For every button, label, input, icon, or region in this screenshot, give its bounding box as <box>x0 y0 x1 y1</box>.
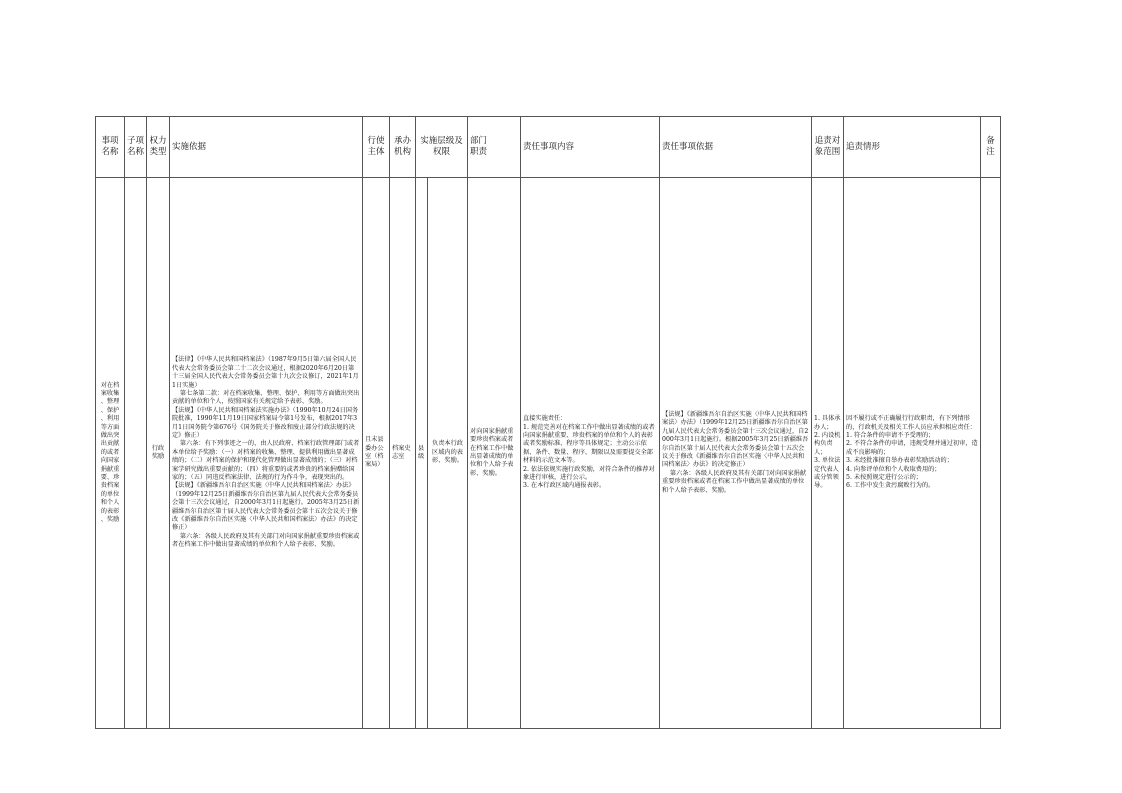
header-dept-duty: 部门 职责 <box>468 117 521 178</box>
table-header-row <box>96 117 1001 178</box>
cell-level-authority: 负责本行政区域内的表彰、奖励。 <box>428 178 468 729</box>
header-resp-basis: 责任事项依据 <box>660 117 812 178</box>
cell-remarks <box>981 178 1001 729</box>
cell-accountability-cases: 因不履行或不正确履行行政职责，有下列情形的，行政机关及相关工作人员应承担相应责任： 1. 符合条件的申请不予受理的； 2. 不符合条件的申请，违规受理并通过初审，造成不良影响的； 3. 未经批准擅自举办表彰奖励活动的； 4. 向参评单位和个人收取费用的； 5. 未按照规定进行公示的； 6. 工作中发生贪污腐败行为的。 <box>844 178 981 729</box>
header-accountability-cases: 追责情形 <box>844 117 981 178</box>
cell-undertaking-org: 档案史志室 <box>390 178 416 729</box>
cell-basis: 【法律】《中华人民共和国档案法》（1987年9月5日第六届全国人民代表大会常务委员会第二十二次会议通过，根据2020年6月20日第十三届全国人民代表大会常务委员会第十九次会议修订，2021年1月1日实施） 第七条第二款：对在档案收集、整理、保护、利用等方面做出突出贡献的单位和个人，按照国家有关规定给予表彰、奖励。 【法规】《中华人民共和国档案法实施办法》（1990年10月24日国务院批准，1990年11月19日国家档案局令第1号发布，根据2017年3月1日国务院令第676号《国务院关于修改和废止部分行政法规的决定》修正） 第六条：有下列事迹之一的，由人民政府、档案行政管理部门或者本单位给予奖励：（一）对档案的收集、整理、提供利用做出显著成绩的；（二）对档案的保护和现代化管理做出显著成绩的；（三）对档案学研究做出重要贡献的；（四）将重要的或者珍贵的档案捐赠给国家的；（五）同违反档案法律、法规的行为作斗争，表现突出的。 【法规】《新疆维吾尔自治区实施〈中华人民共和国档案法〉办法》（1999年12月25日新疆维吾尔自治区第九届人民代表大会常务委员会第十三次会议通过，自2000年3月1日起施行。2005年3月25日新疆维吾尔自治区第十届人民代表大会常务委员会第十五次会议关于修改《新疆维吾尔自治区实施〈中华人民共和国档案法〉办法》的决定修正） 第六条：各级人民政府及其有关部门对向国家捐献重要珍贵档案或者在档案工作中做出显著成绩的单位和个人给予表彰、奖励。 <box>170 178 363 729</box>
header-sub-item-name: 子项 名称 <box>125 117 147 178</box>
header-undertaking-org: 承办 机构 <box>390 117 416 178</box>
cell-dept-duty: 对向国家捐献重要珍贵档案或者在档案工作中做出显著成绩的单位和个人给予表彰、奖励。 <box>468 178 521 729</box>
cell-accountability-scope: 1. 具体承办人； 2. 内设机构负责人； 3. 单位法定代表人或分管领导。 <box>812 178 844 729</box>
header-remarks: 备注 <box>981 117 1001 178</box>
responsibility-list-sheet <box>95 116 1000 729</box>
header-resp-content: 责任事项内容 <box>521 117 660 178</box>
table-row <box>96 178 1001 729</box>
power-responsibility-table <box>95 116 1001 729</box>
cell-item-name: 对在档 案收集 、整理 、保护 、利用 等方面 做出突 出贡献 的或者 向国家 捐献重 要、珍 贵档案 的单位 和个人 的表彰 、奖励 <box>96 178 125 729</box>
cell-sub-item-name <box>125 178 147 729</box>
header-subject: 行使 主体 <box>363 117 390 178</box>
header-power-type: 权力 类型 <box>147 117 170 178</box>
cell-level: 县级 <box>416 178 428 729</box>
header-accountability-scope: 追责对 象范围 <box>812 117 844 178</box>
cell-subject: 且末县委办公室（档案局） <box>363 178 390 729</box>
cell-power-type: 行政 奖励 <box>147 178 170 729</box>
cell-resp-basis: 【法规】《新疆维吾尔自治区实施〈中华人民共和国档案法〉办法》（1999年12月25日新疆维吾尔自治区第九届人民代表大会常务委员会第十三次会议通过，自2000年3月1日起施行。根据2005年3月25日新疆维吾尔自治区第十届人民代表大会常务委员会第十五次会议关于修改《新疆维吾尔自治区实施〈中华人民共和国档案法〉办法》的决定修正） 第六条：各级人民政府及其有关部门对向国家捐献重要珍贵档案或者在档案工作中做出显著成绩的单位和个人给予表彰、奖励。 <box>660 178 812 729</box>
header-basis: 实施依据 <box>170 117 363 178</box>
header-level: 实施层级及 权限 <box>416 117 468 178</box>
cell-resp-content: 直接实施责任： 1. 规范完善对在档案工作中做出显著成绩的或者向国家捐献重要、珍贵档案的单位和个人的表彰或者奖励标准、程序等具体规定；主动公示依据、条件、数量、程序、期限以及需要提交全部材料的示范文本等。 2. 依法依规实施行政奖励，对符合条件的推荐对象进行审核，进行公示。 3. 在本行政区域内通报表彰。 <box>521 178 660 729</box>
header-item-name: 事项 名称 <box>96 117 125 178</box>
